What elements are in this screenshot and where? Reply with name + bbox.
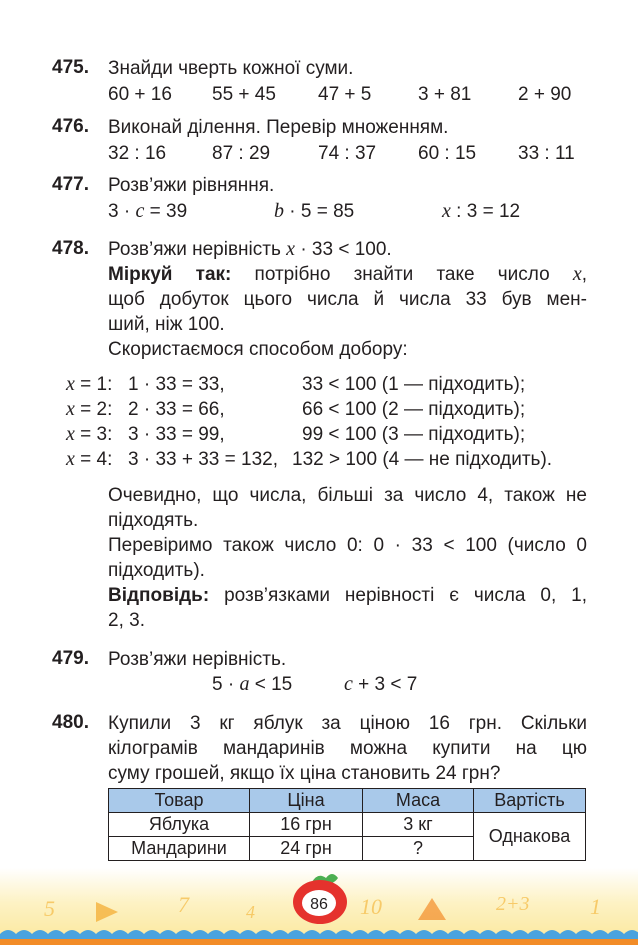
answer-line-2: 2, 3. (108, 610, 145, 631)
table-cell: ? (363, 837, 474, 861)
check-zero-line-1: Перевіримо також число 0: 0 · 33 < 100 (число 0 (108, 535, 587, 556)
trial-check: 99 < 100 (3 — підходить); (302, 424, 526, 445)
exercise-478-number: 478. (52, 238, 89, 259)
exercise-479-number: 479. (52, 648, 89, 669)
trial-row: x = 2: (66, 398, 113, 420)
trial-calc: 3 · 33 = 99, (128, 424, 225, 445)
exercise-475-task: Знайди чверть кожної суми. (108, 58, 354, 79)
decor-digit: 1 (590, 894, 601, 919)
think-line-1: Міркуй так: потрібно знайти таке число x, (108, 263, 587, 285)
exercise-475-item: 55 + 45 (212, 84, 276, 105)
footer-decoration (0, 868, 638, 945)
table-cell: 16 грн (250, 813, 363, 837)
problem-line-3: суму грошей, якщо їх ціна становить 24 грн? (108, 763, 501, 784)
decor-digit: 7 (178, 892, 189, 917)
exercise-476-item: 33 : 11 (518, 143, 575, 164)
trial-calc: 1 · 33 = 33, (128, 374, 225, 395)
exercise-475-item: 60 + 16 (108, 84, 172, 105)
problem-line-1: Купили 3 кг яблук за ціною 16 грн. Скільки (108, 713, 587, 734)
exercise-476-item: 32 : 16 (108, 143, 167, 164)
table-header: Ціна (250, 789, 363, 813)
inequality-1: 5 · a < 15 (212, 673, 293, 695)
exercise-476-number: 476. (52, 116, 89, 137)
exercise-476-item: 60 : 15 (418, 143, 477, 164)
data-table (108, 788, 586, 861)
trial-row: x = 1: (66, 373, 113, 395)
table-cell: 3 кг (363, 813, 474, 837)
inequality-2: c + 3 < 7 (344, 673, 418, 695)
exercise-476-task: Виконай ділення. Перевір множенням. (108, 117, 449, 138)
exercise-477-number: 477. (52, 174, 89, 195)
exercise-478-task: Розв’яжи нерівність x · 33 < 100. (108, 238, 392, 260)
think-line-2: щоб добуток цього числа й числа 33 був мен- (108, 289, 587, 310)
table-header: Товар (109, 789, 250, 813)
table-header: Вартість (474, 789, 586, 813)
answer-line-1: Відповідь: розв’язками нерівності є числа 0, 1, (108, 585, 587, 606)
trial-check: 132 > 100 (4 — не підходить). (292, 449, 553, 470)
trial-row: x = 3: (66, 423, 113, 445)
trial-calc: 2 · 33 = 66, (128, 399, 225, 420)
exercise-476-item: 87 : 29 (212, 143, 271, 164)
decor-digit: 2+3 (496, 893, 530, 915)
trial-row: x = 4: (66, 448, 113, 470)
table-row (109, 813, 586, 837)
decor-digit: 4 (246, 902, 255, 922)
page-number: 86 (310, 896, 328, 913)
table-cell: Яблука (109, 813, 250, 837)
conclusion-line-2: підходять. (108, 510, 199, 531)
table-header: Маса (363, 789, 474, 813)
exercise-475-number: 475. (52, 57, 89, 78)
think-line-3: ший, ніж 100. (108, 314, 225, 335)
method-line: Скористаємося способом добору: (108, 339, 408, 360)
equation-3: x : 3 = 12 (442, 200, 521, 222)
exercise-476-item: 74 : 37 (318, 143, 377, 164)
table-cell-merged: Однакова (474, 813, 586, 861)
check-zero-line-2: підходить). (108, 560, 205, 581)
table-cell: 24 грн (250, 837, 363, 861)
exercise-479-task: Розв’яжи нерівність. (108, 649, 287, 670)
decor-digit: 10 (360, 894, 382, 919)
footer-stripe (0, 939, 638, 945)
equation-2: b · 5 = 85 (274, 200, 355, 222)
table-header-row (109, 789, 586, 813)
exercise-475-item: 3 + 81 (418, 84, 472, 105)
trial-calc: 3 · 33 + 33 = 132, (128, 449, 279, 470)
conclusion-line-1: Очевидно, що числа, більші за число 4, також не (108, 485, 587, 506)
table-cell: Мандарини (109, 837, 250, 861)
exercise-480-number: 480. (52, 712, 89, 733)
problem-line-2: кілограмів мандаринів можна купити на цю (108, 738, 587, 759)
exercise-475-item: 2 + 90 (518, 84, 572, 105)
trial-check: 33 < 100 (1 — підходить); (302, 374, 526, 395)
exercise-475-item: 47 + 5 (318, 84, 372, 105)
decor-digit: 5 (44, 896, 55, 921)
equation-1: 3 · c = 39 (108, 200, 188, 222)
trial-check: 66 < 100 (2 — підходить); (302, 399, 526, 420)
exercise-477-task: Розв’яжи рівняння. (108, 175, 275, 196)
